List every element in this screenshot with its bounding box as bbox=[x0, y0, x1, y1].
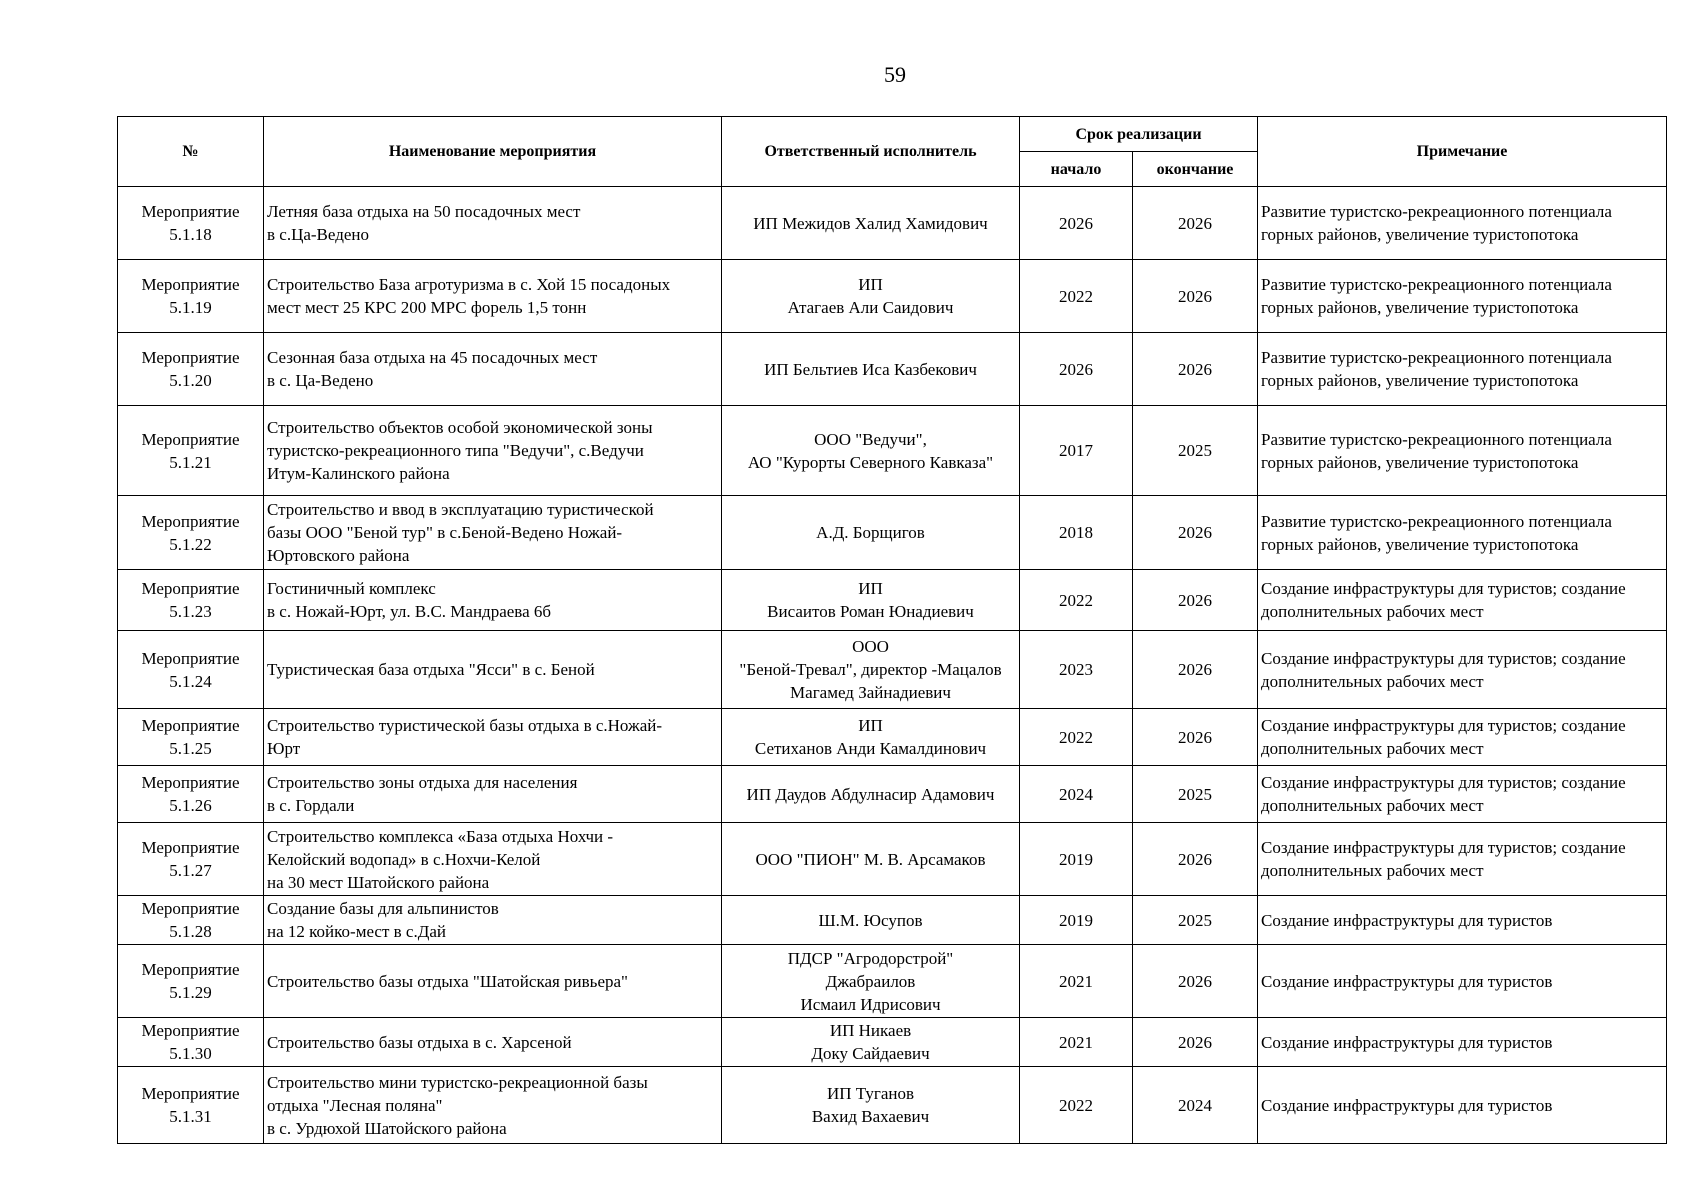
measure-name-line: в с. Урдюхой Шатойского района bbox=[267, 1118, 507, 1138]
measure-name-line: в с.Ца-Ведено bbox=[267, 225, 370, 244]
measure-number-line: 5.1.25 bbox=[169, 739, 212, 758]
note-text bbox=[1258, 823, 1667, 896]
responsible-executor-line: АО "Курорты Северного Кавказа" bbox=[747, 452, 994, 472]
measure-name-line: Строительство зоны отдыха для населения bbox=[267, 773, 578, 792]
measure-number-line: Мероприятие bbox=[141, 1021, 240, 1040]
start-year: 2026 bbox=[1020, 333, 1133, 406]
note-text bbox=[1258, 1067, 1667, 1144]
measure-number bbox=[118, 1018, 264, 1067]
measure-name-line: Строительство базы отдыха в с. Харсеной bbox=[267, 1032, 572, 1052]
measure-name bbox=[264, 570, 722, 631]
responsible-executor-line: ИП Бельтиев Иса Казбекович bbox=[764, 359, 977, 379]
table-row bbox=[118, 333, 1667, 406]
note-text-line: Развитие туристско-рекреационного потенциала bbox=[1261, 202, 1612, 221]
measure-name-line: в с. Ножай-Юрт, ул. В.С. Мандраева 6б bbox=[267, 602, 552, 621]
header-measure-name: Наименование мероприятия bbox=[264, 117, 722, 187]
measure-name bbox=[264, 945, 722, 1018]
responsible-executor-line: А.Д. Борщигов bbox=[816, 523, 925, 542]
start-year: 2024 bbox=[1020, 766, 1133, 823]
measure-number-line: 5.1.21 bbox=[169, 452, 212, 472]
end-year: 2026 bbox=[1133, 333, 1258, 406]
measure-name-line: Строительство объектов особой экономической зоны bbox=[267, 418, 653, 437]
table-row bbox=[118, 823, 1667, 896]
measure-number-line: Мероприятие bbox=[141, 648, 240, 668]
measure-number-line: Мероприятие bbox=[141, 716, 240, 735]
measure-number-line: Мероприятие bbox=[141, 899, 240, 918]
end-year: 2026 bbox=[1133, 187, 1258, 260]
measure-number-line: Мероприятие bbox=[141, 429, 240, 449]
responsible-executor-line: ООО bbox=[852, 637, 889, 656]
end-year: 2026 bbox=[1133, 823, 1258, 896]
note-text-line: горных районов, увеличение туристопотока bbox=[1261, 225, 1579, 244]
header-number: № bbox=[118, 117, 264, 187]
measure-name-line: в с. Ца-Ведено bbox=[267, 371, 374, 390]
note-text-line: Создание инфраструктуры для туристов bbox=[1261, 1032, 1553, 1052]
measure-number-line: Мероприятие bbox=[141, 838, 240, 857]
start-year: 2022 bbox=[1020, 570, 1133, 631]
measure-number bbox=[118, 823, 264, 896]
header-executor: Ответственный исполнитель bbox=[722, 117, 1020, 187]
start-year: 2022 bbox=[1020, 709, 1133, 766]
measure-name-line: Сезонная база отдыха на 45 посадочных мест bbox=[267, 348, 598, 367]
measure-name-line: Келойский водопад» в с.Нохчи-Келой bbox=[267, 849, 541, 869]
note-text-line: Создание инфраструктуры для туристов; создание bbox=[1261, 579, 1626, 598]
note-text bbox=[1258, 260, 1667, 333]
start-year: 2018 bbox=[1020, 496, 1133, 570]
measure-name-line: Строительство базы отдыха "Шатойская ривьера" bbox=[267, 971, 628, 991]
measure-name bbox=[264, 823, 722, 896]
responsible-executor bbox=[722, 823, 1020, 896]
end-year: 2026 bbox=[1133, 496, 1258, 570]
measure-number-line: 5.1.22 bbox=[169, 534, 212, 554]
measure-name bbox=[264, 631, 722, 709]
responsible-executor-line: Сетиханов Анди Камалдинович bbox=[754, 739, 987, 758]
note-text bbox=[1258, 1018, 1667, 1067]
responsible-executor-line: ИП bbox=[858, 716, 883, 735]
responsible-executor-line: ИП Межидов Халид Хамидович bbox=[753, 213, 988, 233]
measure-number-line: 5.1.18 bbox=[169, 225, 212, 244]
responsible-executor bbox=[722, 496, 1020, 570]
note-text-line: дополнительных рабочих мест bbox=[1261, 861, 1484, 880]
responsible-executor-line: ООО "Ведучи", bbox=[814, 429, 927, 449]
responsible-executor bbox=[722, 260, 1020, 333]
end-year: 2026 bbox=[1133, 1018, 1258, 1067]
measure-number-line: Мероприятие bbox=[141, 773, 240, 792]
measure-number bbox=[118, 333, 264, 406]
responsible-executor-line: ИП Даудов Абдулнасир Адамович bbox=[746, 784, 995, 804]
measure-name bbox=[264, 896, 722, 945]
measure-name-line: базы ООО "Беной тур" в с.Беной-Ведено Ножай- bbox=[267, 523, 623, 542]
measure-name-line: на 30 мест Шатойского района bbox=[267, 872, 490, 892]
responsible-executor-line: ООО "ПИОН" М. В. Арсамаков bbox=[755, 849, 986, 869]
end-year: 2025 bbox=[1133, 406, 1258, 496]
measure-number bbox=[118, 187, 264, 260]
measure-name-line: туристско-рекреационного типа "Ведучи", с.Ведучи bbox=[267, 441, 644, 460]
measure-name-line: в с. Гордали bbox=[267, 796, 355, 815]
responsible-executor-line: ИП Никаев bbox=[829, 1021, 912, 1040]
table-row bbox=[118, 631, 1667, 709]
measure-number-line: 5.1.29 bbox=[169, 983, 212, 1002]
note-text-line: дополнительных рабочих мест bbox=[1261, 671, 1484, 691]
note-text-line: Развитие туристско-рекреационного потенциала bbox=[1261, 429, 1612, 449]
measure-name-line: отдыха "Лесная поляна" bbox=[267, 1095, 443, 1115]
measure-number bbox=[118, 570, 264, 631]
end-year: 2025 bbox=[1133, 896, 1258, 945]
measure-number-line: 5.1.26 bbox=[169, 796, 212, 815]
note-text-line: горных районов, увеличение туристопотока bbox=[1261, 452, 1579, 472]
responsible-executor bbox=[722, 570, 1020, 631]
measure-name-line: мест мест 25 КРС 200 МРС форель 1,5 тонн bbox=[267, 298, 587, 317]
header-end: окончание bbox=[1133, 152, 1258, 187]
responsible-executor-line: ПДСР "Агродорстрой" bbox=[787, 948, 954, 968]
start-year: 2021 bbox=[1020, 1018, 1133, 1067]
note-text bbox=[1258, 496, 1667, 570]
note-text-line: Создание инфраструктуры для туристов bbox=[1261, 1095, 1553, 1115]
responsible-executor-line: Висаитов Роман Юнадиевич bbox=[767, 602, 974, 621]
measure-name-line: Юрт bbox=[267, 739, 301, 758]
measure-name bbox=[264, 766, 722, 823]
measure-number bbox=[118, 406, 264, 496]
table-row bbox=[118, 945, 1667, 1018]
responsible-executor bbox=[722, 187, 1020, 260]
measure-number bbox=[118, 1067, 264, 1144]
responsible-executor-line: Исмаил Идрисович bbox=[800, 994, 941, 1014]
header-note: Примечание bbox=[1258, 117, 1667, 187]
responsible-executor-line: "Беной-Тревал", директор -Мацалов bbox=[739, 660, 1002, 679]
start-year: 2023 bbox=[1020, 631, 1133, 709]
responsible-executor bbox=[722, 766, 1020, 823]
note-text-line: Создание инфраструктуры для туристов; создание bbox=[1261, 773, 1626, 792]
note-text-line: Развитие туристско-рекреационного потенциала bbox=[1261, 511, 1612, 531]
responsible-executor bbox=[722, 333, 1020, 406]
measure-name bbox=[264, 496, 722, 570]
table-row bbox=[118, 406, 1667, 496]
note-text-line: Развитие туристско-рекреационного потенциала bbox=[1261, 348, 1612, 367]
measure-number-line: Мероприятие bbox=[141, 202, 240, 221]
note-text-line: горных районов, увеличение туристопотока bbox=[1261, 371, 1579, 390]
measure-number bbox=[118, 945, 264, 1018]
note-text bbox=[1258, 945, 1667, 1018]
measure-number-line: 5.1.31 bbox=[169, 1107, 212, 1126]
measure-number bbox=[118, 896, 264, 945]
measure-name bbox=[264, 260, 722, 333]
note-text bbox=[1258, 631, 1667, 709]
measure-number-line: 5.1.23 bbox=[169, 602, 212, 621]
table-row bbox=[118, 1067, 1667, 1144]
table-row bbox=[118, 896, 1667, 945]
measure-name bbox=[264, 709, 722, 766]
measure-number-line: 5.1.19 bbox=[169, 298, 212, 317]
measure-name-line: Строительство мини туристско-рекреационной базы bbox=[267, 1072, 648, 1092]
note-text-line: горных районов, увеличение туристопотока bbox=[1261, 534, 1579, 554]
note-text-line: Создание инфраструктуры для туристов; создание bbox=[1261, 648, 1626, 668]
measure-name-line: Строительство комплекса «База отдыха Нохчи - bbox=[267, 826, 614, 846]
measure-name-line: Создание базы для альпинистов bbox=[267, 899, 499, 918]
measure-number-line: Мероприятие bbox=[141, 960, 240, 979]
end-year: 2026 bbox=[1133, 945, 1258, 1018]
note-text-line: дополнительных рабочих мест bbox=[1261, 602, 1484, 621]
measure-number-line: 5.1.27 bbox=[169, 861, 212, 880]
end-year: 2024 bbox=[1133, 1067, 1258, 1144]
measure-name-line: Гостиничный комплекс bbox=[267, 579, 436, 598]
responsible-executor bbox=[722, 1018, 1020, 1067]
table-row bbox=[118, 260, 1667, 333]
measure-name bbox=[264, 333, 722, 406]
measures-table bbox=[117, 116, 1667, 1144]
measure-number-line: Мероприятие bbox=[141, 511, 240, 531]
measure-number-line: 5.1.20 bbox=[169, 371, 212, 390]
measure-number-line: Мероприятие bbox=[141, 275, 240, 294]
end-year: 2026 bbox=[1133, 631, 1258, 709]
measure-number-line: 5.1.28 bbox=[169, 922, 212, 941]
table-row bbox=[118, 570, 1667, 631]
note-text-line: Создание инфраструктуры для туристов; создание bbox=[1261, 716, 1626, 735]
measure-number bbox=[118, 631, 264, 709]
measure-number-line: Мероприятие bbox=[141, 348, 240, 367]
table-row bbox=[118, 766, 1667, 823]
measure-name-line: на 12 койко-мест в с.Дай bbox=[267, 922, 446, 941]
note-text-line: дополнительных рабочих мест bbox=[1261, 739, 1484, 758]
measure-name bbox=[264, 1018, 722, 1067]
start-year: 2022 bbox=[1020, 1067, 1133, 1144]
note-text-line: дополнительных рабочих мест bbox=[1261, 796, 1484, 815]
measure-name-line: Летняя база отдыха на 50 посадочных мест bbox=[267, 202, 581, 221]
responsible-executor bbox=[722, 1067, 1020, 1144]
responsible-executor-line: ИП Туганов bbox=[827, 1084, 914, 1103]
responsible-executor bbox=[722, 406, 1020, 496]
responsible-executor-line: Вахид Вахаевич bbox=[811, 1107, 930, 1126]
note-text bbox=[1258, 896, 1667, 945]
note-text bbox=[1258, 570, 1667, 631]
end-year: 2026 bbox=[1133, 260, 1258, 333]
note-text-line: Создание инфраструктуры для туристов; создание bbox=[1261, 838, 1626, 857]
measure-number bbox=[118, 766, 264, 823]
measure-number bbox=[118, 496, 264, 570]
start-year: 2021 bbox=[1020, 945, 1133, 1018]
responsible-executor bbox=[722, 945, 1020, 1018]
measure-number bbox=[118, 709, 264, 766]
responsible-executor-line: Доку Сайдаевич bbox=[811, 1044, 930, 1063]
responsible-executor bbox=[722, 709, 1020, 766]
start-year: 2022 bbox=[1020, 260, 1133, 333]
header-start: начало bbox=[1020, 152, 1133, 187]
note-text bbox=[1258, 406, 1667, 496]
header-term: Срок реализации bbox=[1020, 117, 1258, 152]
responsible-executor-line: Джабраилов bbox=[825, 971, 916, 991]
end-year: 2026 bbox=[1133, 570, 1258, 631]
measure-number-line: Мероприятие bbox=[141, 579, 240, 598]
start-year: 2019 bbox=[1020, 823, 1133, 896]
note-text bbox=[1258, 766, 1667, 823]
responsible-executor bbox=[722, 896, 1020, 945]
note-text-line: Создание инфраструктуры для туристов bbox=[1261, 971, 1553, 991]
note-text bbox=[1258, 333, 1667, 406]
end-year: 2025 bbox=[1133, 766, 1258, 823]
measure-name-line: Строительство туристической базы отдыха в с.Ножай- bbox=[267, 716, 663, 735]
measure-name bbox=[264, 187, 722, 260]
start-year: 2019 bbox=[1020, 896, 1133, 945]
measure-name-line: Строительство База агротуризма в с. Хой 15 посадоных bbox=[267, 275, 671, 294]
responsible-executor-line: Ш.М. Юсупов bbox=[818, 910, 923, 930]
measure-name bbox=[264, 406, 722, 496]
start-year: 2026 bbox=[1020, 187, 1133, 260]
measure-number-line: 5.1.24 bbox=[169, 671, 212, 691]
responsible-executor-line: Атагаев Али Саидович bbox=[787, 298, 954, 317]
measure-name-line: Итум-Калинского района bbox=[267, 464, 450, 483]
measure-name-line: Юртовского района bbox=[267, 546, 410, 565]
responsible-executor-line: ИП bbox=[858, 275, 883, 294]
measure-name-line: Туристическая база отдыха "Ясси" в с. Беной bbox=[267, 660, 595, 679]
note-text-line: Создание инфраструктуры для туристов bbox=[1261, 910, 1553, 930]
note-text bbox=[1258, 187, 1667, 260]
measure-number-line: 5.1.30 bbox=[169, 1044, 212, 1063]
responsible-executor-line: ИП bbox=[858, 579, 883, 598]
table-row bbox=[118, 709, 1667, 766]
note-text-line: Развитие туристско-рекреационного потенциала bbox=[1261, 275, 1612, 294]
page-number: 59 bbox=[884, 62, 906, 87]
table-row bbox=[118, 496, 1667, 570]
table-row bbox=[118, 1018, 1667, 1067]
measure-number bbox=[118, 260, 264, 333]
measure-number-line: Мероприятие bbox=[141, 1084, 240, 1103]
note-text bbox=[1258, 709, 1667, 766]
table-row bbox=[118, 187, 1667, 260]
start-year: 2017 bbox=[1020, 406, 1133, 496]
measure-name-line: Строительство и ввод в эксплуатацию туристической bbox=[267, 500, 654, 519]
measure-name bbox=[264, 1067, 722, 1144]
responsible-executor-line: Магамед Зайнадиевич bbox=[790, 683, 951, 702]
end-year: 2026 bbox=[1133, 709, 1258, 766]
note-text-line: горных районов, увеличение туристопотока bbox=[1261, 298, 1579, 317]
responsible-executor bbox=[722, 631, 1020, 709]
